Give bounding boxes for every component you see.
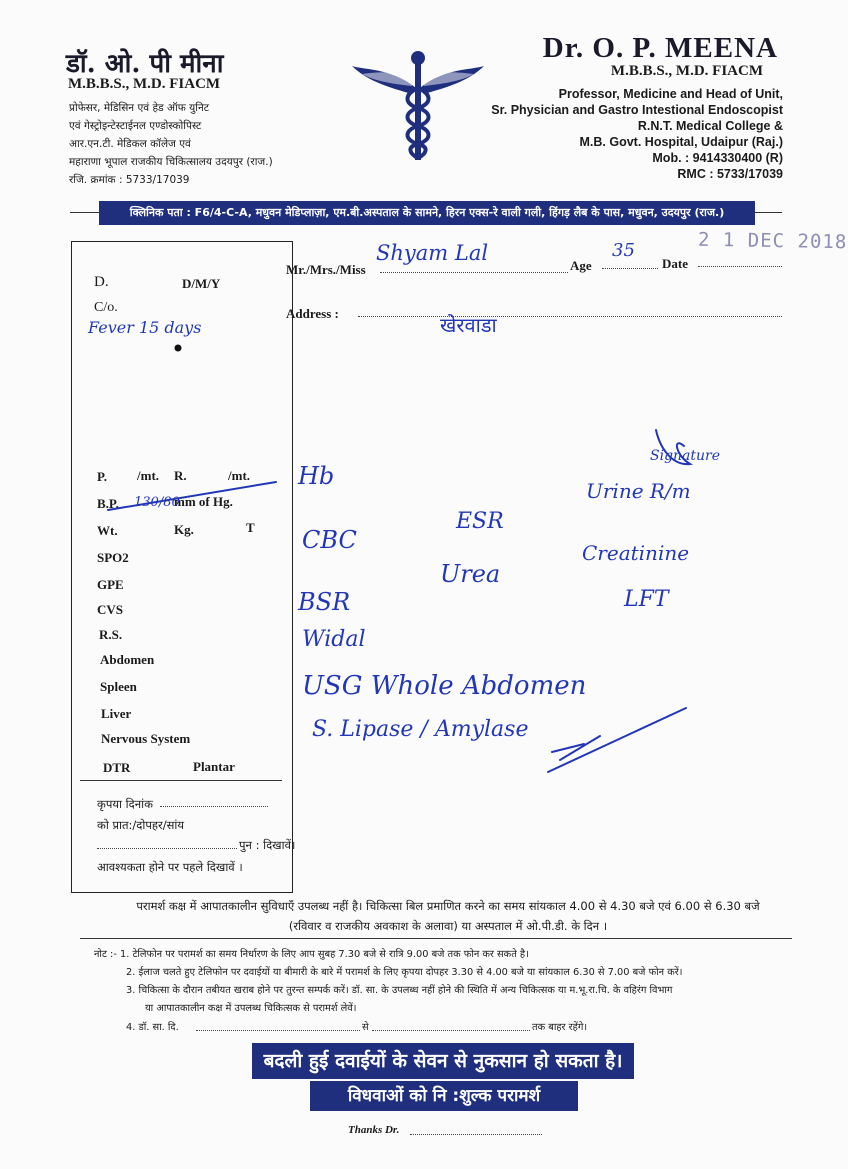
bp-label: B.P. [97, 496, 119, 511]
slogan-banner-2: विधवाओं को नि :शुल्क परामर्श [310, 1081, 578, 1111]
dtr-label: DTR [103, 760, 131, 775]
hw-test-esr: ESR [456, 509, 504, 534]
exam-spo2: SPO2 [97, 550, 129, 565]
hw-test-creatinine: Creatinine [582, 541, 690, 565]
hw-test-bsr: BSR [298, 588, 351, 616]
note-4: 4. डॉ. सा. दि. [126, 1022, 179, 1033]
temp-label: T [246, 520, 255, 535]
hw-test-urea: Urea [440, 560, 501, 588]
exam-rs: R.S. [99, 627, 123, 642]
age-label: Age [570, 258, 592, 273]
note-4-to-line [372, 1030, 530, 1031]
address-label: Address : [286, 306, 339, 321]
detail-line: M.B. Govt. Hospital, Udaipur (Raj.) [579, 135, 783, 149]
hw-address: खेरवाडा [440, 313, 497, 337]
resp-unit: /mt. [228, 468, 251, 483]
followup-note: आवश्यकता होने पर पहले दिखावें । [97, 860, 243, 874]
degree-left: M.B.B.S., M.D. FIACM [68, 76, 221, 92]
exam-nervous-system: Nervous System [101, 731, 191, 746]
weight-unit: Kg. [174, 522, 194, 537]
note-1: नोट :- 1. टेलिफोन पर परामर्श का समय निर्धारण के लिए आप सुबह 7.30 बजे से रात्रि 9.00 बजे तक फोन कर सकते है। [94, 949, 529, 960]
bp-unit: mm of Hg. [174, 494, 233, 509]
pulse-unit: /mt. [137, 468, 160, 483]
footer-divider [80, 938, 792, 939]
plantar-label: Plantar [193, 759, 235, 774]
notice-line-2: (रविवार व राजकीय अवकाश के अलावा) या अस्पताल में ओ.पी.डी. के दिन । [288, 919, 608, 933]
hw-signature: Signature [650, 448, 721, 464]
co-label: C/o. [94, 300, 118, 315]
detail-line: महाराणा भूपाल राजकीय चिकित्सालय उदयपुर (राज.) [69, 156, 273, 168]
notice-line-1: परामर्श कक्ष में आपातकालीन सुविधाएँ उपलब्ध नहीं है। चिकित्सा बिल प्रमाणित करने का समय सांयकाल 4.00 से 4.30 बजे एवं 6.00 से 6.30 बजे [136, 899, 760, 913]
detail-line: R.N.T. Medical College & [637, 119, 783, 133]
hw-test-widal: Widal [302, 627, 366, 652]
date-stamp: 2 1 DEC 2018 [697, 228, 848, 254]
detail-line: रजि. क्रमांक : 5733/17039 [69, 174, 190, 186]
hw-test-lft: LFT [624, 587, 669, 612]
ink-dot [175, 345, 182, 352]
note-3: 3. चिकित्सा के दौरान तबीयत खराब होने पर तुरन्त सम्पर्क करें। डॉ. सा. के उपलब्ध नहीं होने की स्थिति में अन्य चिकित्सक या म.भू.रा.चि. के वहिरंग विभाग [126, 985, 673, 996]
exam-liver: Liver [101, 706, 132, 721]
note-4-mid: से [362, 1022, 369, 1033]
slogan-banner-1: बदली हुई दवाईयों के सेवन से नुकसान हो सकता है। [252, 1043, 634, 1079]
note-4-end: तक बाहर रहेंगे। [532, 1022, 588, 1033]
followup-time-label: को प्रात:/दोपहर/सांय [97, 818, 185, 832]
followup-date-label: कृपया दिनांक [97, 797, 153, 811]
detail-line: Sr. Physician and Gastro Intestional Endoscopist [491, 103, 783, 117]
doctor-name-english: Dr. O. P. MEENA [542, 32, 778, 64]
thanks-line [410, 1134, 542, 1135]
hw-test-cbc: CBC [302, 526, 357, 554]
hw-complaint: Fever 15 days [88, 318, 202, 337]
exam-gpe: GPE [97, 577, 124, 592]
hw-test-usg: USG Whole Abdomen [302, 671, 587, 701]
detail-line: प्रोफेसर, मेडिसिन एवं हेड ऑफ युनिट [69, 102, 210, 114]
d-label: D. [94, 274, 109, 290]
note-3b: या आपातकालीन कक्ष में उपलब्ध चिकित्सक से परामर्श लेवें। [145, 1003, 357, 1014]
detail-line: Professor, Medicine and Head of Unit, [558, 87, 783, 101]
pulse-label: P. [97, 469, 107, 484]
date-label: Date [662, 256, 688, 271]
thanks-label: Thanks Dr. [348, 1124, 400, 1136]
weight-label: Wt. [97, 523, 118, 538]
resp-label: R. [174, 468, 187, 483]
detail-line: Mob. : 9414330400 (R) [652, 151, 783, 165]
doctor-name-hindi: डॉ. ओ. पी मीना [66, 49, 224, 79]
hw-test-hb: Hb [298, 462, 335, 490]
degree-right: M.B.B.S., M.D. FIACM [610, 63, 763, 79]
detail-line: आर.एन.टी. मेडिकल कॉलेज एवं [69, 138, 191, 150]
detail-line: RMC : 5733/17039 [677, 167, 783, 181]
exam-abdomen: Abdomen [100, 652, 155, 667]
name-label: Mr./Mrs./Miss [286, 262, 366, 277]
hw-patient-name: Shyam Lal [376, 241, 489, 265]
clinic-address-banner: क्लिनिक पता : F6/4-C-A, मधुवन मेडिप्लाज़ा, एम.बी.अस्पताल के सामने, हिरन एक्स-रे वाली गली, हिंगड़ लैब के पास, मधुवन, उदयपुर (राज.) [99, 201, 755, 225]
note-2: 2. ईलाज चलते हुए टेलिफोन पर दवाईयों या बीमारी के बारे में परामर्श के लिए कृपया दोपहर 3.30 से 4.00 बजे या सांयकाल 6.30 से 7.00 बजे फोन करें। [126, 967, 683, 978]
hw-bp: 130/80 [134, 495, 180, 510]
note-4-from-line [196, 1030, 360, 1031]
followup-revisit: पुन : दिखावें। [239, 838, 296, 852]
dmy-label: D/M/Y [182, 276, 221, 291]
detail-line: एवं गेस्ट्रोइन्टेस्टाईनल एण्डोस्कोपिस्ट [69, 120, 202, 132]
exam-cvs: CVS [97, 602, 124, 617]
hw-age: 35 [612, 240, 635, 261]
hw-test-urine: Urine R/m [586, 479, 691, 503]
hw-flourish [548, 708, 686, 772]
hw-test-lipase: S. Lipase / Amylase [312, 717, 529, 742]
exam-spleen: Spleen [100, 679, 137, 694]
